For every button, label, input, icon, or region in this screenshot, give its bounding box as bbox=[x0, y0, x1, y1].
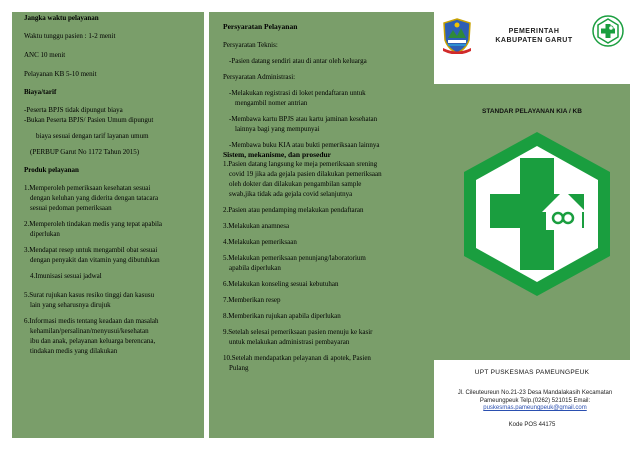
jangka-line-2: ANC 10 menit bbox=[24, 51, 66, 59]
produk-2b: diperlukan bbox=[30, 230, 60, 238]
produk-1a: 1.Memperoleh pemeriksaan kesehatan sesuai bbox=[24, 184, 151, 192]
puskesmas-hexagon-logo-icon bbox=[462, 130, 612, 298]
produk-6a: 6.Informasi medis tentang keadaan dan masalah bbox=[24, 317, 159, 325]
heading-biaya: Biaya/tarif bbox=[24, 88, 57, 96]
step-2: 2.Pasien atau pendamping melakukan pendaftaran bbox=[223, 206, 364, 214]
produk-5b: lain yang seharusnya dirujuk bbox=[30, 301, 111, 309]
produk-6b: kehamilan/persalinan/menyusui/kesehatan bbox=[30, 327, 149, 335]
gov-title-line-2: KABUPATEN GARUT bbox=[495, 37, 573, 44]
admin-2b: lainnya bagi yang mempunyai bbox=[235, 125, 320, 133]
step-3: 3.Melakukan anamnesa bbox=[223, 222, 290, 230]
produk-6c: ibu dan anak, pelayanan keluarga berencana, bbox=[30, 337, 156, 345]
heading-jangka-waktu: Jangka waktu pelayanan bbox=[24, 14, 99, 22]
admin-1a: -Melakukan registrasi di loket pendaftaran untuk bbox=[229, 89, 366, 97]
admin-1b: mengambil nomer antrian bbox=[235, 99, 308, 107]
step-6: 6.Melakukan konseling sesuai kebutuhan bbox=[223, 280, 339, 288]
standard-title: STANDAR PELAYANAN KIA / KB bbox=[482, 108, 582, 115]
step-10b: Pulang bbox=[229, 364, 249, 372]
step-10a: 10.Setelah mendapatkan pelayanan di apotek, Pasien bbox=[223, 354, 371, 362]
produk-5a: 5.Surat rujukan kasus resiko tinggi dan kasusu bbox=[24, 291, 155, 299]
jangka-line-1: Waktu tunggu pasien : 1-2 menit bbox=[24, 32, 116, 40]
email-link[interactable]: puskesmas.pameungpeuk@gmail.com bbox=[483, 405, 587, 411]
teknis-line-1: -Pasien datang sendiri atau di antar oleh keluarga bbox=[229, 57, 367, 65]
teknis-label: Persyaratan Teknis: bbox=[223, 41, 278, 49]
biaya-line-2: -Bukan Peserta BPJS/ Pasien Umum dipungut bbox=[24, 116, 154, 124]
heading-sistem: Sistem, mekanisme, dan prosedur bbox=[223, 150, 331, 159]
step-7: 7.Memberikan resep bbox=[223, 296, 281, 304]
produk-1b: dengan keluhan yang diderita dengan tatacara bbox=[30, 194, 159, 202]
garut-regency-emblem-icon bbox=[442, 18, 472, 54]
step-1a: 1.Pasien datang langsung ke meja pemeriksaan srening bbox=[223, 160, 378, 168]
biaya-line-4: (PERBUP Garut No 1172 Tahun 2015) bbox=[30, 148, 140, 156]
panel-requirements bbox=[209, 12, 434, 438]
step-5a: 5.Melakukan pemeriksaan penunjang/laboratorium bbox=[223, 254, 366, 262]
produk-6d: tindakan medis yang dilakukan bbox=[30, 347, 118, 355]
panel-cover bbox=[434, 12, 630, 438]
heading-produk: Produk pelayanan bbox=[24, 166, 79, 174]
postal-code: Kode POS 44175 bbox=[508, 422, 556, 428]
produk-3b: dengan penyakit dan vitamin yang dibutuhkan bbox=[30, 256, 160, 264]
step-5b: apabila diperlukan bbox=[229, 264, 281, 272]
puskesmas-name: UPT PUSKESMAS PAMEUNGPEUK bbox=[474, 369, 590, 376]
step-1b: covid 19 jika ada gejala pasien dilakukan pemeriksaan bbox=[229, 170, 382, 178]
panel-service-time bbox=[12, 12, 204, 438]
produk-1c: sesuai pedoman pemeriksaan bbox=[30, 204, 112, 212]
produk-4: 4.Imunisasi sesuai jadwal bbox=[30, 272, 102, 280]
address-block bbox=[442, 390, 628, 413]
heading-persyaratan: Persyaratan Pelayanan bbox=[223, 22, 298, 31]
government-title bbox=[478, 27, 590, 45]
produk-3a: 3.Mendapat resep untuk mengambil obat sesuai bbox=[24, 246, 158, 254]
step-1c: oleh dokter dan dilakukan pengambilan sample bbox=[229, 180, 362, 188]
address-line-1: Jl. Cileuteureun No.21-23 Desa Mandalakasih Kecamatan bbox=[457, 390, 613, 396]
step-1d: swab,jika tidak ada gejala covid selanjutnya bbox=[229, 190, 353, 198]
produk-2a: 2.Memperoleh tindakan medis yang tepat apabila bbox=[24, 220, 163, 228]
admin-2a: -Membawa kartu BPJS atau kartu jaminan kesehatan bbox=[229, 115, 378, 123]
gov-title-line-1: PEMERINTAH bbox=[508, 28, 560, 35]
jangka-line-3: Pelayanan KB 5-10 menit bbox=[24, 70, 97, 78]
address-line-2: Pameungpeuk Telp.(0262) 521015 Email: bbox=[479, 397, 591, 404]
step-9b: untuk melakukan administrasi pembayaran bbox=[229, 338, 350, 346]
biaya-line-3: biaya sesuai dengan tarif layanan umum bbox=[36, 132, 149, 140]
step-4: 4.Melakukan pemeriksaan bbox=[223, 238, 297, 246]
admin-3: -Membawa buku KIA atau bukti pemeriksaan lainnya bbox=[229, 141, 380, 149]
step-9a: 9.Setelah selesai pemeriksaan pasien menuju ke kasir bbox=[223, 328, 373, 336]
step-8: 8.Memberikan rujukan apabila diperlukan bbox=[223, 312, 341, 320]
puskesmas-badge-icon bbox=[592, 15, 624, 47]
admin-label: Persyaratan Administrasi: bbox=[223, 73, 296, 81]
biaya-line-1: -Peserta BPJS tidak dipungut biaya bbox=[24, 106, 123, 114]
